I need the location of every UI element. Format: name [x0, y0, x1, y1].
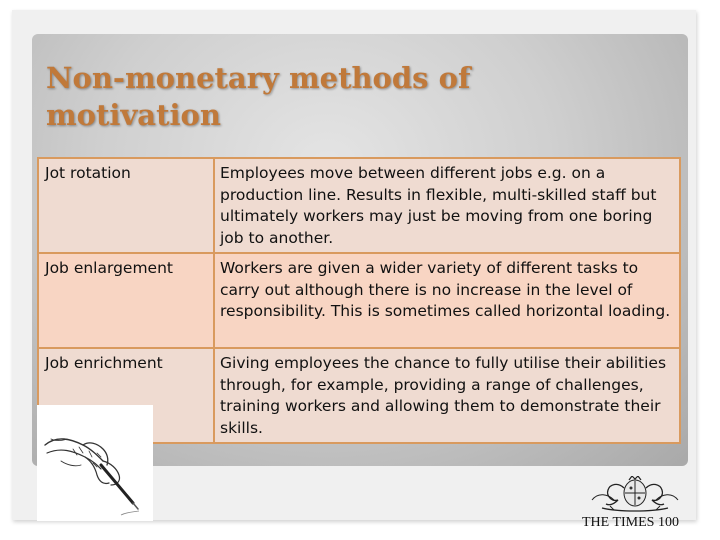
method-term: Job enrichment	[38, 348, 214, 443]
hand-writing-icon	[37, 405, 153, 521]
table-row	[38, 253, 680, 348]
method-description: Workers are given a wider variety of different tasks to carry out although there is no increase in the level of responsibility. This is sometimes called horizontal loading.	[214, 253, 680, 348]
table-row	[38, 158, 680, 253]
method-term: Job enlargement	[38, 253, 214, 348]
method-description: Giving employees the chance to fully utilise their abilities through, for example, providing a range of challenges, training workers and allowing them to demonstrate their skills.	[214, 348, 680, 443]
method-description: Employees move between different jobs e.g. on a production line. Results in flexible, multi-skilled staff but ultimately workers may just be moving from one boring job to another.	[214, 158, 680, 253]
footer-brand: THE TIMES 100	[582, 515, 679, 530]
method-term: Jot rotation	[38, 158, 214, 253]
methods-table	[37, 157, 681, 444]
royal-crest-logo	[588, 476, 682, 514]
royal-crest-icon	[588, 476, 682, 514]
hand-writing-image	[37, 405, 153, 521]
slide-title: Non-monetary methods of motivation	[46, 61, 471, 132]
